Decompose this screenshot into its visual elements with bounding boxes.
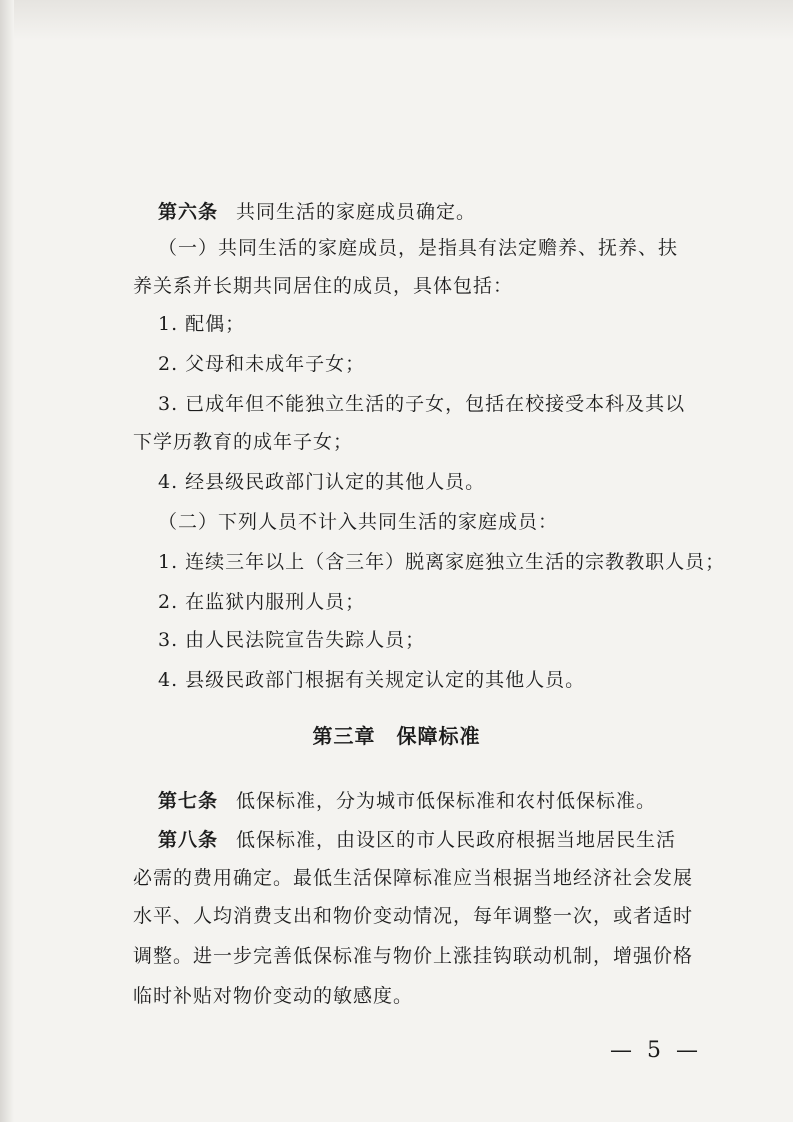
article8-line-3: 水平、人均消费支出和物价变动情况，每年调整一次，或者适时 (133, 905, 694, 927)
page-number: — 5 — (610, 1038, 702, 1063)
article6-part2-item-2: 2. 在监狱内服刑人员； (158, 591, 366, 613)
article6-part1-item-3: 3. 已成年但不能独立生活的子女，包括在校接受本科及其以 (158, 393, 686, 415)
article7-line (158, 789, 656, 813)
article6-heading-line (158, 200, 476, 224)
article8-line-5: 临时补贴对物价变动的敏感度。 (133, 985, 414, 1007)
article8-line-1 (158, 828, 676, 852)
scan-shadow-left (0, 0, 14, 1122)
article6-part1-line2: 养关系并长期共同居住的成员，具体包括： (133, 275, 514, 297)
article6-part2-line1: （二）下列人员不计入共同生活的家庭成员： (158, 511, 559, 533)
article6-part1-item-4: 4. 经县级民政部门认定的其他人员。 (158, 471, 486, 493)
article6-heading: 共同生活的家庭成员确定。 (236, 201, 477, 223)
article8-line-2: 必需的费用确定。最低生活保障标准应当根据当地经济社会发展 (133, 867, 694, 889)
chapter-title: 第三章 保障标准 (312, 724, 481, 748)
article8-text-1: 低保标准，由设区的市人民政府根据当地居民生活 (236, 829, 677, 851)
article6-part2-item-4: 4. 县级民政部门根据有关规定认定的其他人员。 (158, 669, 586, 691)
article8-title: 第八条 (158, 829, 219, 851)
article6-part1-line1: （一）共同生活的家庭成员，是指具有法定赡养、抚养、扶 (158, 237, 679, 259)
article6-part2-item-1: 1. 连续三年以上（含三年）脱离家庭独立生活的宗教教职人员； (158, 551, 726, 573)
article7-text: 低保标准，分为城市低保标准和农村低保标准。 (236, 790, 657, 812)
article6-title: 第六条 (158, 201, 219, 223)
article6-part1-item-2: 2. 父母和未成年子女； (158, 353, 366, 375)
article6-part2-item-3: 3. 由人民法院宣告失踪人员； (158, 629, 426, 651)
article6-part1-item-3-cont: 下学历教育的成年子女； (133, 431, 354, 453)
article8-line-4: 调整。进一步完善低保标准与物价上涨挂钩联动机制，增强价格 (133, 945, 694, 967)
article6-part1-item-1: 1. 配偶； (158, 313, 246, 335)
scan-shadow-top (0, 0, 793, 40)
article7-title: 第七条 (158, 790, 219, 812)
